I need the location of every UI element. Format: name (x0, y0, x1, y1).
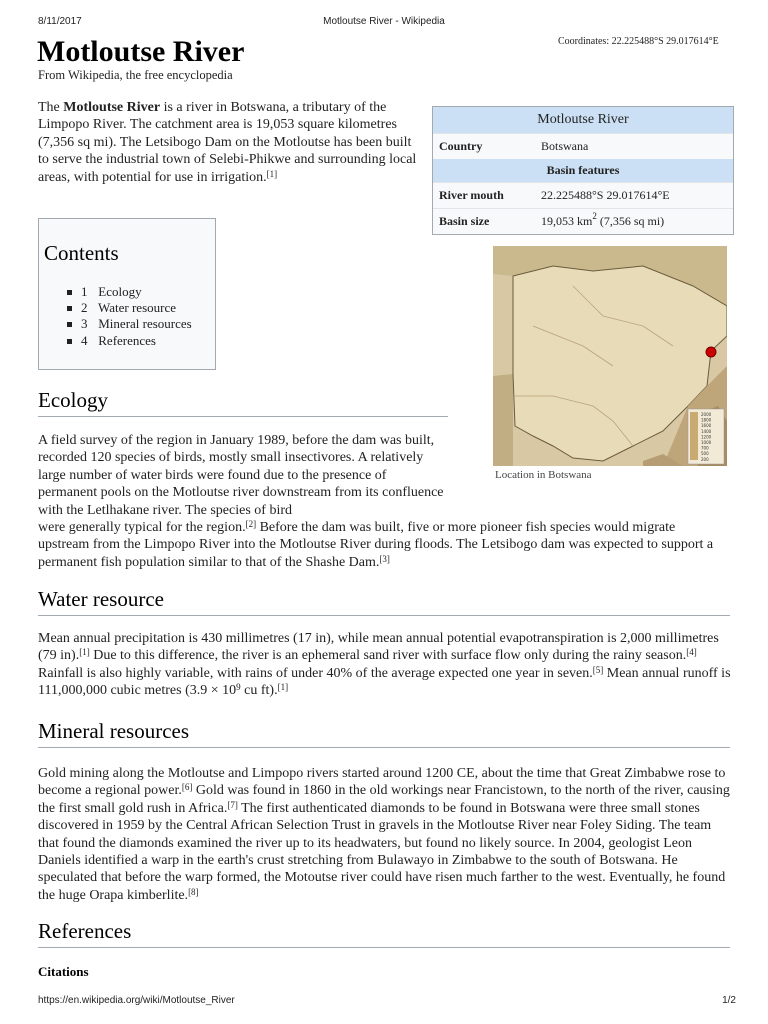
map-legend-label: 1000 (701, 440, 712, 445)
map-legend-label: 200 (701, 456, 709, 462)
intro-text: The (38, 100, 64, 115)
mineral-text: Gold mining along the Motloutse and Limpopo rivers started around 1200 CE, about the time that Great Zimbabwe rose to become a regional power. (38, 766, 726, 799)
exponent: 9 (236, 682, 241, 693)
heading-ecology: Ecology (38, 388, 108, 412)
citation-link[interactable]: [8] (188, 886, 199, 897)
heading-water-resource: Water resource (38, 587, 164, 611)
toc-number: 1 (81, 284, 88, 299)
map-legend-label: 1200 (701, 434, 712, 440)
size-text: 19,053 km (541, 214, 593, 228)
toc-item[interactable] (65, 316, 192, 332)
ecology-text: Before the dam was built, five or more pioneer fish species would migrate upstream from the Limpopo River into the Motloutse River during floods. The Letsibogo dam was expected to support a permanent fish population similar to that of the Shashe Dam. (38, 520, 714, 570)
heading-mineral-resources: Mineral resources (38, 719, 190, 743)
infobox-caption: Motloutse River (433, 107, 733, 134)
citation-link[interactable]: [6] (181, 782, 193, 793)
toc-item[interactable] (65, 333, 192, 349)
tagline: From Wikipedia, the free encyclopedia (38, 68, 233, 82)
map-caption: Location in Botswana (495, 469, 592, 481)
infobox-label-mouth: River mouth (433, 183, 535, 209)
section-rule (38, 747, 730, 748)
toc-list (65, 284, 192, 349)
infobox-value-country[interactable]: Botswana (535, 134, 733, 160)
water-text: Mean annual runoff is 111,000,000 cubic metres (3.9 × 10 (38, 665, 731, 699)
page-title: Motloutse River (37, 35, 245, 68)
toc-number: 3 (81, 316, 88, 332)
citation-link[interactable]: [4] (686, 647, 697, 658)
mineral-text: Gold was found in 1860 in the old workings near Francistown, to the north of the river, causing the first small gold rush in Africa. (38, 783, 730, 816)
map-legend-label: 700 (701, 445, 709, 451)
citation-link[interactable]: [3] (379, 553, 390, 564)
section-rule (38, 947, 730, 948)
size-text: (7,356 sq mi) (596, 214, 665, 228)
infobox-label-country: Country (433, 134, 535, 160)
citation-link[interactable]: [2] (245, 519, 257, 530)
intro-text: is a river in Botswana, a tributary of the Limpopo River. The catchment area is 19,053 square kilometres (7,356 sq mi). The Letsibogo Dam on the Motloutse has been built to serve the industrial town of Selebi-Phikwe and surrounding local areas, with potential for use in irrigation. (38, 100, 417, 185)
intro-bold-name: Motloutse River (63, 100, 161, 115)
ecology-text: were generally typical for the region. (38, 520, 246, 536)
print-page-title: Motloutse River - Wikipedia (323, 16, 445, 27)
infobox-value-mouth[interactable]: 22.225488°S 29.017614°E (535, 183, 733, 209)
heading-references: References (38, 919, 132, 943)
mineral-paragraph (38, 765, 733, 904)
map-legend-label: 1600 (701, 423, 712, 429)
citation-link[interactable]: [1] (266, 168, 278, 179)
infobox-value-size (535, 209, 733, 235)
citation-link[interactable]: [7] (227, 799, 238, 810)
ecology-paragraph-cont (38, 519, 728, 571)
water-text: Rainfall is also highly variable, with rains of under 40% of the average expected one year in seven. (38, 665, 593, 681)
size-superscript: 2 (592, 211, 597, 221)
toc-number: 2 (81, 300, 88, 316)
water-paragraph (38, 630, 733, 700)
toc-link-references[interactable]: References (98, 332, 156, 348)
citation-link[interactable]: [1] (79, 647, 90, 658)
map-legend-label: 1800 (701, 417, 712, 423)
citation-link[interactable]: [5] (592, 664, 604, 675)
water-text: Due to this difference, the river is an ephemeral sand river with surface flow only during the rainy season. (89, 648, 687, 664)
infobox-basin-header: Basin features (433, 159, 733, 183)
print-date: 8/11/2017 (38, 16, 82, 27)
citation-link[interactable]: [1] (277, 682, 289, 693)
ecology-paragraph: A field survey of the region in January 1989, before the dam was built, recorded 120 species of birds, mostly small insectivores. A relatively large number of water birds were found due to the presence of permanent pools on the Motloutse river downstream from its confluence with the Letlhakane river. The species of bird (38, 433, 444, 518)
toc-title: Contents (44, 241, 119, 265)
print-page-number: 1/2 (722, 995, 736, 1006)
subheading-citations: Citations (38, 964, 89, 979)
water-text: cu ft). (240, 683, 278, 699)
location-marker-icon (706, 347, 716, 357)
toc-number: 4 (81, 332, 88, 348)
toc-item[interactable] (65, 300, 192, 316)
coordinates[interactable]: Coordinates: 22.225488°S 29.017614°E (558, 36, 719, 47)
print-url: https://en.wikipedia.org/wiki/Motloutse_River (38, 995, 235, 1006)
table-of-contents (38, 218, 216, 370)
intro-paragraph (38, 99, 420, 186)
toc-link-mineral[interactable]: Mineral resources (98, 316, 192, 332)
infobox-label-size: Basin size (433, 209, 535, 235)
section-rule (38, 416, 448, 417)
toc-link-ecology[interactable]: Ecology (98, 284, 142, 299)
toc-link-water[interactable]: Water resource (98, 300, 177, 316)
map-legend-label: 1400 (701, 428, 712, 434)
toc-item[interactable] (65, 284, 192, 300)
ecology-section (38, 432, 728, 571)
infobox (432, 106, 734, 235)
water-text: Mean annual precipitation is 430 millimetres (17 in), while mean annual potential evapotranspiration is 2,000 millimetres (79 in). (38, 631, 719, 664)
mineral-text: The first authenticated diamonds to be found in Botswana were three small stones discovered in 1959 by the Central African Selection Trust in gravels in the Motloutse River near Foley Siding. The team that found the diamonds examined the river up to its headwaters, but found no likely source. In 2004, geologist Leon Daniels identified a warp in the earth's crust stretching from Bulawayo in Zimbabwe to the south of Botswana. He speculated that before the warp formed, the Motoutse river could have risen much farther to the west. Eventually, he found the huge Orapa kimberlite. (38, 800, 726, 903)
map-legend-label: 2000 (701, 412, 712, 417)
map-legend-label: 500 (701, 451, 709, 457)
section-rule (38, 615, 730, 616)
